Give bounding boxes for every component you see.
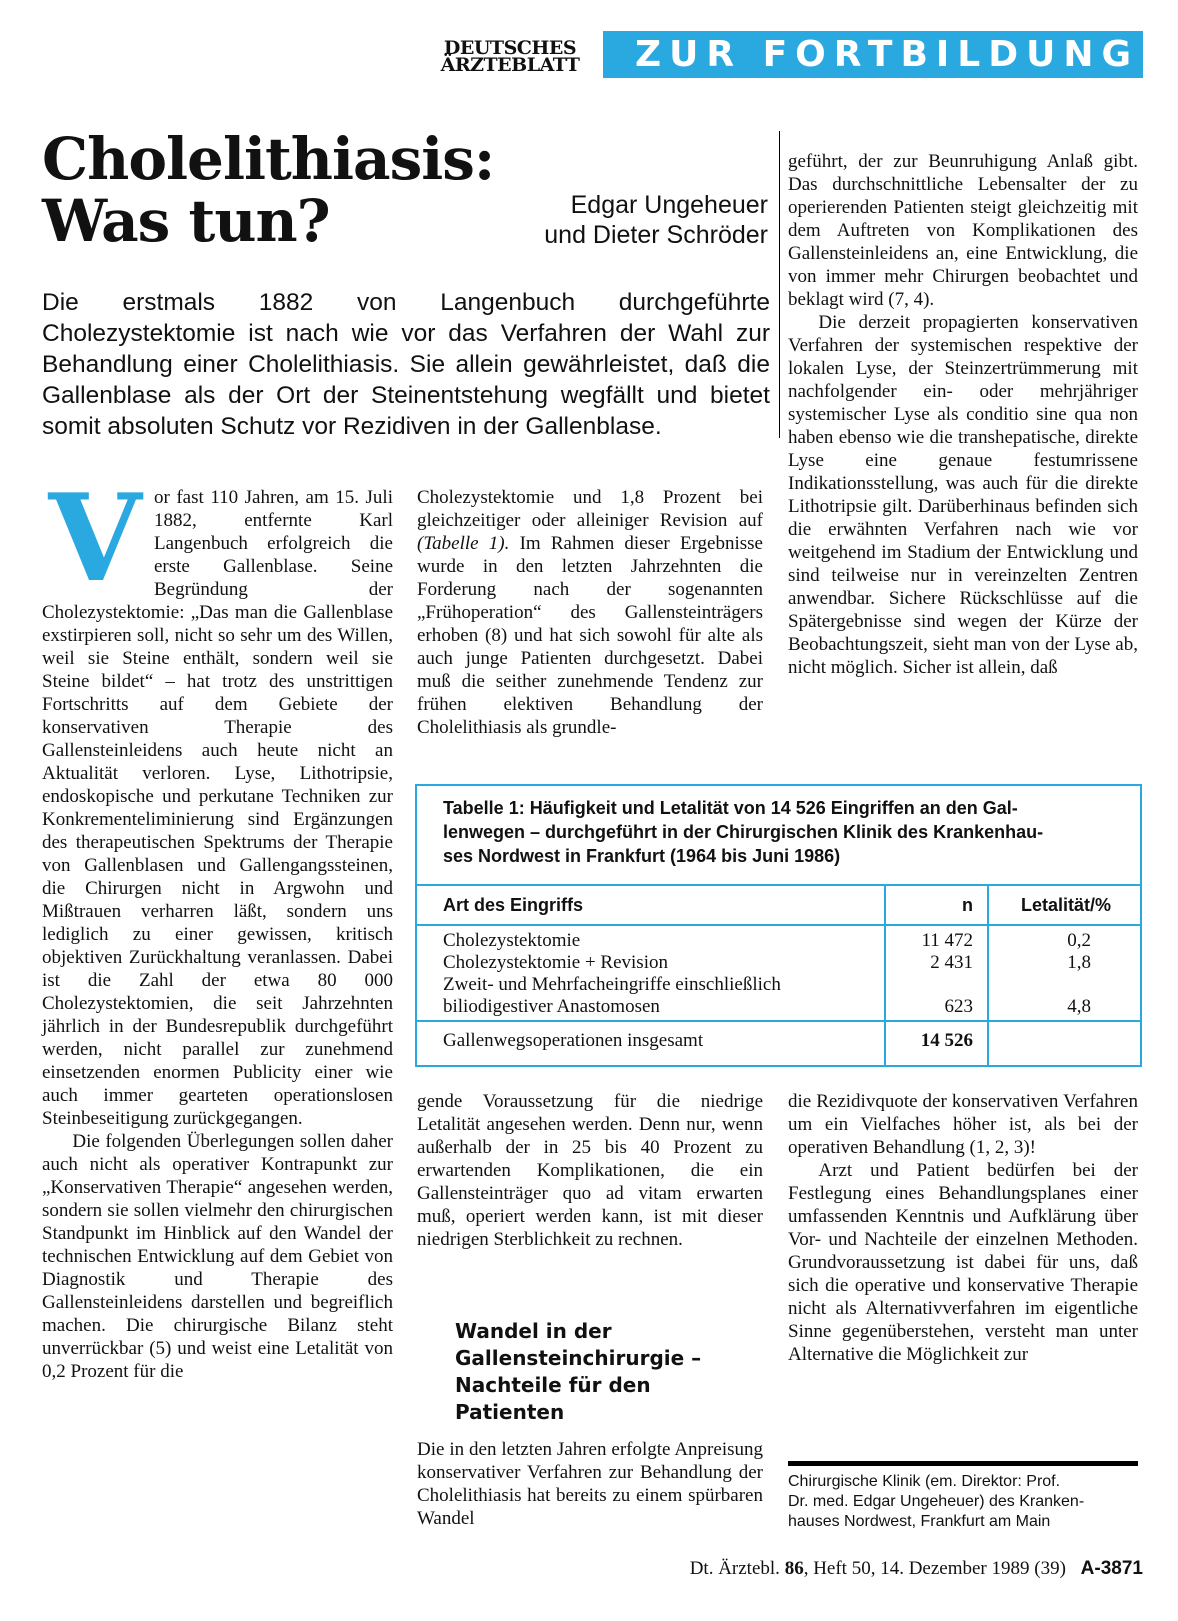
journal-volume: 86 [784, 1558, 804, 1579]
body-column-3-continued [788, 1090, 1138, 1366]
row-label: Cholezystektomie [443, 930, 581, 951]
affiliation-line: Dr. med. Edgar Ungeheuer) des Kranken- [788, 1493, 1085, 1510]
row-label: Zweit- und Mehrfacheingriffe einschließlich [443, 974, 781, 995]
table-column-rule [884, 886, 886, 1067]
body-paragraph: die Rezidivquote der konservativen Verfahren um ein Vielfaches höher ist, als bei der operativen Behandlung (1, 2, 3)! [788, 1091, 1138, 1158]
author-line-2: und Dieter Schröder [544, 221, 768, 249]
body-column-3 [788, 150, 1138, 679]
body-paragraph [42, 468, 393, 1130]
total-n: 14 526 [920, 1030, 973, 1051]
page-number: A-3871 [1080, 1558, 1143, 1579]
paragraph-text: or fast 110 Jahren, am 15. Juli 1882, entfernte Karl Langenbuch erfolgreich die erste Gallenblase. Seine Begründung der Cholezystektomie: „Das man die Gallenblase exstirpieren soll, nicht so sehr um des Willen, weil sie Steine enthält, sondern weil sie Steine bildet“ – hat trotz des unstrittigen Fortschritts auf dem Gebiete der konservativen Therapie des Gallensteinleidens auch heute nicht an Aktualität verloren. Lyse, Lithotripsie, endoskopische und perkutane Techniken zur Konkrementeliminierung sind Ergänzungen des therapeutischen Spektrums der Therapie von Gallenblasen und Gallengangssteinen, die Chirurgen nicht in Argwohn und Mißtrauen verharren läßt, sondern uns lediglich zu einer gewissen, kritisch objektiven Zurückhaltung veranlassen. Dabei ist die Zahl der etwa 80 000 Cholezystektomien, die seit Jahrzehnten jährlich in der Bundesrepublik durchgeführt werden, nicht parallel zur zunehmend einsetzenden enormen Publicity einer wie auch immer gearteten operationslosen Steinbeseitigung zurückgegangen. [42, 487, 393, 1129]
row-letalitaet: 4,8 [1067, 996, 1091, 1017]
affiliation-rule [788, 1461, 1138, 1466]
heading-line: Nachteile für den [455, 1373, 651, 1397]
body-paragraph: Die folgenden Überlegungen sollen daher auch nicht als operativer Kontrapunkt zur „Konservativen Therapie“ angesehen werden, sondern sie sollen vielmehr den chirurgischen Standpunkt im Hinblick auf den Wandel der technischen Entwicklung auf dem Gebiet von Diagnostik und Therapie des Gallensteinleidens darstellen und begreiflich machen. Die chirurgische Bilanz steht unverrückbar (5) und weist eine Letalität von 0,2 Prozent für die [42, 1131, 393, 1382]
journal-abbrev: Dt. Ärztebl. [689, 1558, 785, 1579]
body-column-2-continued [417, 1090, 763, 1251]
row-n: 11 472 [921, 930, 973, 951]
caption-line-2: lenwegen – durchgeführt in der Chirurgischen Klinik des Krankenhau- [443, 822, 1044, 842]
row-letalitaet: 1,8 [1067, 952, 1091, 973]
section-heading [455, 1318, 755, 1426]
heading-line: Gallensteinchirurgie – [455, 1346, 702, 1370]
row-label: biliodigestiver Anastomosen [443, 996, 660, 1017]
column-header-art: Art des Eingriffs [443, 895, 584, 915]
table-caption [443, 796, 1113, 868]
journal-logo [425, 37, 595, 76]
total-label: Gallenwegsoperationen insgesamt [443, 1030, 704, 1051]
column-divider [779, 131, 780, 438]
column-header-n: n [962, 895, 973, 915]
title-line-2: Was tun? [42, 187, 330, 255]
body-paragraph: Die in den letzten Jahren erfolgte Anpreisung konservativer Verfahren zur Behandlung der Cholelithiasis hat bereits zu einem spürbaren Wandel [417, 1439, 763, 1529]
issue-date: , Heft 50, 14. Dezember 1989 (39) [803, 1558, 1066, 1579]
body-paragraph: Die derzeit propagierten konservativen Verfahren der systemischen respektive der lokalen Lyse, der Steinzertrümmerung mit nachfolgender ein- oder mehrjähriger systemischer Lyse als conditio sine qua non haben ebenso wie die transhepatische, direkte Lyse eine genaue festumrissene Indikationsstellung, was auch für die direkte Lithotripsie gilt. Darüberhinaus befinden sich die erwähnten Verfahren nach wie vor weitgehend im Stadium der Entwicklung und sind teilweise nur in vereinzelten Zentren anwendbar. Sichere Rückschlüsse auf die Spätergebnisse sind wegen der Kürze der Beobachtungszeit, sieht man von der Lyse ab, nicht möglich. Sicher ist allein, daß [788, 312, 1138, 678]
table-total-rule [417, 1020, 1140, 1022]
row-n: 2 431 [930, 952, 973, 973]
row-label: Cholezystektomie + Revision [443, 952, 668, 973]
author-affiliation [788, 1472, 1138, 1532]
column-header-letalitaet: Letalität/% [1020, 895, 1111, 915]
article-authors [420, 190, 768, 250]
title-line-1: Cholelithiasis: [42, 125, 495, 193]
drop-cap: V [48, 468, 142, 609]
table-grid [417, 884, 1140, 1065]
body-column-2-section [417, 1438, 763, 1530]
table-reference: (Tabelle 1). [417, 533, 510, 554]
paragraph-text: Cholezystektomie und 1,8 Prozent bei gleichzeitiger oder alleiniger Revision auf [417, 487, 763, 531]
table-column-rule [987, 886, 989, 1067]
affiliation-line: hauses Nordwest, Frankfurt am Main [788, 1513, 1051, 1530]
body-paragraph [417, 486, 763, 739]
body-paragraph: geführt, der zur Beunruhigung Anlaß gibt. Das durchschnittliche Lebensalter der zu operierenden Patienten steigt gleichzeitig mit dem Auftreten von Komplikationen des Gallensteinleidens an, eine Entwicklung, die von immer mehr Chirurgen beobachtet und beklagt wird (7, 4). [788, 151, 1138, 310]
logo-line-1: DEUTSCHES [443, 37, 577, 59]
logo-line-2: ÄRZTEBLATT [440, 54, 580, 76]
author-line-1: Edgar Ungeheuer [570, 191, 768, 219]
affiliation-line: Chirurgische Klinik (em. Direktor: Prof. [788, 1473, 1061, 1490]
heading-line: Patienten [455, 1400, 565, 1424]
body-column-2 [417, 486, 763, 739]
row-n: 623 [944, 996, 973, 1017]
caption-line-3: ses Nordwest in Frankfurt (1964 bis Juni 1986) [443, 846, 841, 866]
page-footer [595, 1557, 1143, 1581]
table-1 [415, 784, 1142, 1067]
section-banner: ZUR FORTBILDUNG [603, 31, 1143, 78]
paragraph-text: Im Rahmen dieser Ergebnisse wurde in den letzten Jahrzehnten die Forderung nach der sogenannten „Frühoperation“ des Gallensteinträgers erhoben (8) und hat sich sowohl für alte als auch junge Patienten durchgesetzt. Dabei muß die seither zunehmende Tendenz zur frühen elektiven Behandlung der Cholelithiasis als grundle- [417, 533, 763, 738]
caption-line-1: Tabelle 1: Häufigkeit und Letalität von 14 526 Eingriffen an den Gal- [443, 798, 1018, 818]
body-column-1 [42, 468, 393, 1383]
heading-line: Wandel in der [455, 1319, 612, 1343]
row-letalitaet: 0,2 [1067, 930, 1091, 951]
article-abstract: Die erstmals 1882 von Langenbuch durchgeführte Cholezystektomie ist nach wie vor das Verfahren der Wahl zur Behandlung einer Cholelithiasis. Sie allein gewährleistet, daß die Gallenblase als der Ort der Steinentstehung wegfällt und bietet somit absoluten Schutz vor Rezidiven in der Gallenblase. [42, 289, 770, 440]
table-header-rule [417, 924, 1140, 926]
body-paragraph: Arzt und Patient bedürfen bei der Festlegung eines Behandlungsplanes einer umfassenden Kenntnis und Aufklärung über Vor- und Nachteile der einzelnen Methoden. Grundvoraussetzung ist dabei für uns, daß sich die operative und konservative Therapie nicht als Alternativverfahren im eigentliche Sinne gegenüberstehen, versteht man unter Alternative die Möglichkeit zur [788, 1160, 1138, 1365]
body-paragraph: gende Voraussetzung für die niedrige Letalität angesehen werden. Denn nur, wenn außerhalb der in 25 bis 40 Prozent zu erwartenden Komplikationen, die ein Gallensteinträger quo ad vitam erwarten muß, operiert werden kann, ist mit dieser niedrigen Sterblichkeit zu rechnen. [417, 1091, 763, 1250]
